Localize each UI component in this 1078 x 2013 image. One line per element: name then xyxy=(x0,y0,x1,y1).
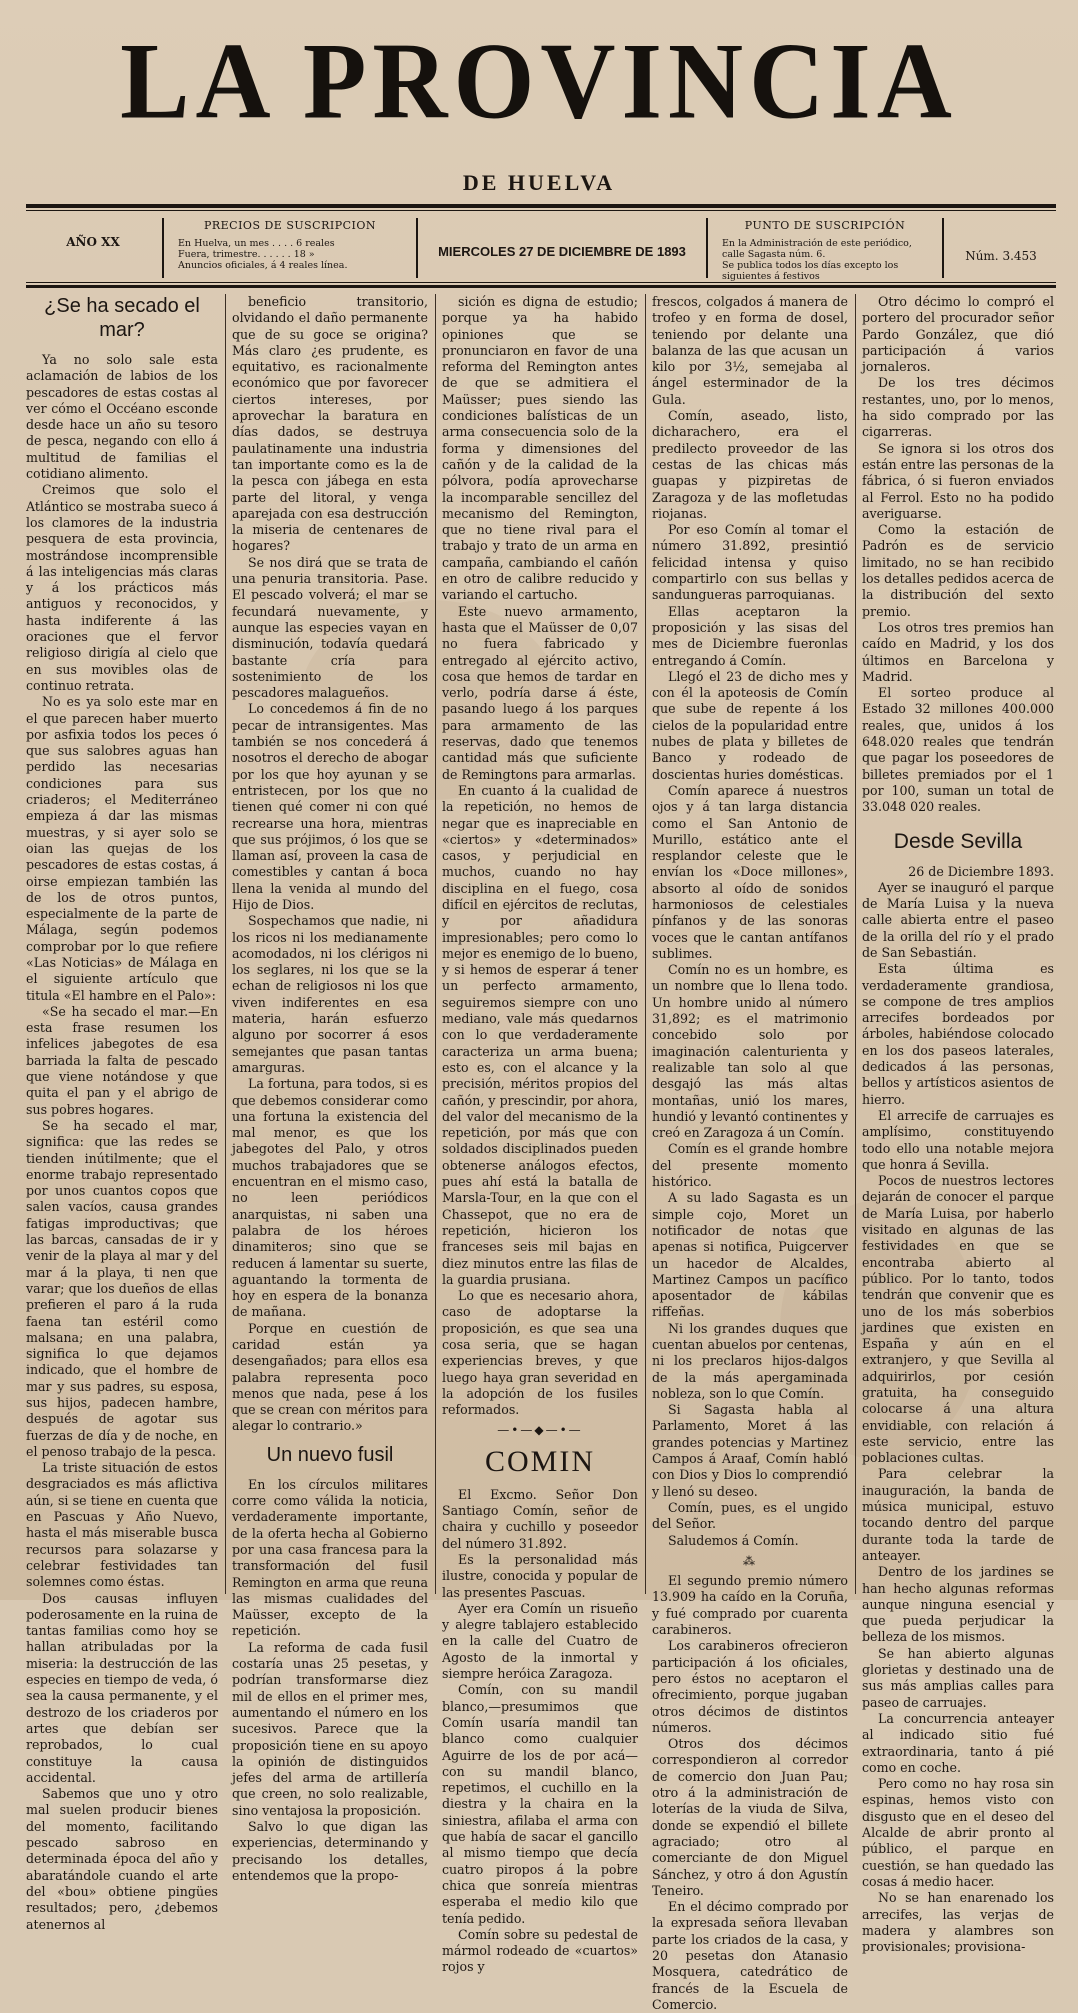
price-line: En Huelva, un mes . . . . 6 reales xyxy=(178,238,335,249)
top-rule-thin xyxy=(26,210,1056,211)
article-heading: Desde Sevilla xyxy=(893,829,1023,853)
info-bottom-rule-thick xyxy=(26,285,1056,288)
punto-line: Se publica todos los días excepto los siguientes á festivos xyxy=(722,260,899,282)
column-divider xyxy=(645,294,646,1594)
paragraph: En los círculos militares corre como válida la noticia, verdaderamente importante, de la oferta hecha al Gobierno por una casa francesa para la transformación del fusil Remington en arma que reuna las mismas cualidades del Maüsser, excepto de la repetición. xyxy=(232,1476,428,1639)
paragraph: Para celebrar la inauguración, la banda de música municipal, estuvo tocando dentro del parque durante toda la tarde de anteayer. xyxy=(862,1466,1054,1563)
paragraph: Saludemos á Comín. xyxy=(668,1532,799,1548)
column-3 xyxy=(442,294,638,1975)
paragraph: Se han abierto algunas glorietas y destinado una de sus más amplias calles para paseo de carruajes. xyxy=(862,1645,1054,1710)
column-1 xyxy=(26,294,218,1932)
paragraph: Lo concedemos á fin de no pecar de intransigentes. Mas también se nos concederá á nosotros el derecho de abogar por los que hoy ayunan y se entristecen, por los que no tienen qué comer ni con qué recrearse una hora, mientras que sus prójimos, ó los que se llaman así, proveen la casa de comestibles y cantan á boca llena la venida al mundo del Hijo de Dios. xyxy=(232,701,428,912)
paragraph: Lo que es necesario ahora, caso de adoptarse la proposición, es que sea una cosa seria, que se hagan experiencias breves, y que luego haya gran severidad en la adopción de los fusiles reformados. xyxy=(442,1288,638,1418)
punto-line: calle Sagasta núm. 6. xyxy=(722,249,826,260)
paragraph: El sorteo produce al Estado 32 millones 400.000 reales, que, unidos á los 648.020 reales que tendrán que pagar los poseedores de billetes premiados por el 1 por 100, suman un total de 33.048 020 reales. xyxy=(862,685,1054,815)
paragraph: «Se ha secado el mar.—En esta frase resumen los infelices jabegotes de esa barriada la falta de pescado que viene notándose y que quita el pan y el abrigo de sus pobres hogares. xyxy=(26,1003,218,1117)
year-label: AÑO XX xyxy=(66,235,120,249)
paragraph: frescos, colgados á manera de trofeo y en forma de dosel, teniendo por delante una balanza de las que acusan un kilo por 3½, semejaba al ángel esterminador de la Gula. xyxy=(652,294,848,407)
paragraph: A su lado Sagasta es un simple cojo, Moret un notificador de notas que apenas si notifica, Puigcerver un hacedor de Alcaldes, Martinez Campos un pacífico aposentador de kábilas riffeñas. xyxy=(652,1190,848,1320)
paragraph: sición es digna de estudio; porque ya ha habido opiniones que se pronunciaron en favor de una reforma del Remington antes de que se admitiera el Maüsser; pues siendo las condiciones balísticas de un arma consecuencia solo de la forma y dimensiones del cañón y de la calidad de la pólvora, podía aprovecharse la incomparable sencillez del mecanismo del Remington, que no tiene rival para el trabajo y trato de un arma en campaña, cambiando el cañón en otro de calibre reducido y variando el cartucho. xyxy=(442,294,638,603)
paragraph: Por eso Comín al tomar el número 31.892, presintió felicidad intensa y quiso compartirlo con sus bellas y sandungueras parroquianas. xyxy=(652,522,848,603)
paragraph: No es ya solo este mar en el que parecen haber muerto por asfixia todos los peces ó que sus salobres aguas han perdido las necesarias condiciones para sus criaderos; el Mediterráneo empieza á dar las mismas muestras, y si ayer solo se oian las quejas de los pescadores de estas costas, á oirse empiezan también las de los de otros puntos, especialmente de la parte de Málaga, según podemos comprobar por lo que refiere «Las Noticias» de Málaga en el siguiente artículo que titula «El hambre en el Palo»: xyxy=(26,694,218,1003)
paragraph: El arrecife de carruajes es amplísimo, constituyendo todo ello una notable mejora que honra á Sevilla. xyxy=(862,1107,1054,1172)
paragraph: El Excmo. Señor Don Santiago Comín, señor de chaira y cuchillo y poseedor del número 31.892. xyxy=(442,1486,638,1551)
paragraph: Comín, con su mandil blanco,—presumimos que Comín usaría mandil tan blanco como cualquier Aguirre de los de por acá—con su mandil blanco, repetimos, el cuchillo en la diestra y la chaira en la siniestra, afilaba el arma con que había de sacar el gancillo al mismo tiempo que decía cuatro piropos á la pobre chica que sonreía mientras esperaba el medio kilo que tenía pedido. xyxy=(442,1682,638,1926)
subscription-prices xyxy=(166,216,414,280)
article-heading: ¿Se ha secado el mar? xyxy=(44,295,200,341)
paragraph: La concurrencia anteayer al indicado sitio fué extraordinaria, tanto á pié como en coche. xyxy=(862,1710,1054,1775)
paragraph: El segundo premio número 13.909 ha caído en la Coruña, y fué comprado por cuarenta carabineros. xyxy=(652,1573,848,1638)
column-divider xyxy=(225,294,226,1594)
paragraph: De los tres décimos restantes, uno, por lo menos, ha sido comprado por las cigarreras. xyxy=(862,375,1054,440)
paragraph: Se ignora si los otros dos están entre las personas de la fábrica, ó si fueron enviados al Ferrol. Esto no ha podido averiguarse. xyxy=(862,440,1054,521)
paragraph: Creimos que solo el Atlántico se mostraba sueco á los clamores de la industria pesquera de esta provincia, mostrándose incomprensible á las inteligencias más claras y á los prácticos más antiguos y reconocidos, y hasta indiferente á las oraciones que el fervor religioso dirigía al cielo que en sus movibles olas de continuo retrata. xyxy=(26,482,218,693)
paragraph: En cuanto á la cualidad de la repetición, no hemos de negar que es inapreciable en «ciertos» y «determinados» casos, y perjudicial en muchos, cuando no hay disciplina en el fuego, cosa difícil en ejércitos de reclutas, y por añadidura impresionables; pero como lo mejor es enemigo de lo bueno, y si hemos de esperar á tener un perfecto armamento, seguiremos siempre con uno mediano, vale más quedarnos con lo que verdaderamente caracteriza un arma buena; esto es, con el alcance y la precisión, méritos propios del cañón, y prescindir, por ahora, del valor del mecanismo de la repetición, por más que con soldados disciplinados pueden obtenerse análogos efectos, pues ahí está la batalla de Marsla-Tour, en la que con el Chassepot, que no era de repetición, hicieron los franceses seis mil bajas en diez minutos entre las filas de la guardia prusiana. xyxy=(442,782,638,1287)
paragraph: Comín, pues, es el ungido del Señor. xyxy=(652,1499,848,1532)
paragraph: Ellas aceptaron la proposición y las sisas del mes de Diciembre fueronlas entregando á Comín. xyxy=(652,603,848,668)
ornament-divider: —•—◆—•— xyxy=(497,1423,583,1438)
paragraph: Se ha secado el mar, significa: que las redes se tienden inútilmente; que el enorme trabajo representado por unos cuantos copos que salen vacíos, causa grandes fatigas improductivas; que las barcas, cansadas de ir y venir de la playa al mar y del mar á la playa, ti nen que varar; que los dueños de ellas prefieren el paro á la ruda faena tan estéril como malsana; en una palabra, significa lo que dejamos indicado, que el hombre de mar y sus padres, su esposa, sus hijos, padecen hambre, después de agotar sus fuerzas de día y de noche, en el penoso trabajo de la pesca. xyxy=(26,1117,218,1459)
info-divider xyxy=(942,216,944,280)
info-bottom-rule xyxy=(26,282,1056,283)
paragraph: Es la personalidad más ilustre, conocida y popular de las presentes Pascuas. xyxy=(442,1551,638,1600)
paragraph: Este nuevo armamento, hasta que el Maüsser de 0,07 no fuera fabricado y entregado al ejército activo, cosa que hemos de tardar en verlo, podría darse á éste, pasando luego á los parques para armamento de las reservas, dado que tenemos cantidad más que suficiente de Remingtons para armarlas. xyxy=(442,603,638,782)
paragraph: Ni los grandes duques que cuentan abuelos por centenas, ni los preclaros hijos-dalgos de la más apergaminada nobleza, son lo que Comín. xyxy=(652,1320,848,1401)
paragraph: Comín aparece á nuestros ojos y á tan larga distancia como el San Antonio de Murillo, estático ante el resplandor celeste que le envían los «Doce millones», absorto al oído de sonidos harmoniosos de celestiales pínfanos y de las sonoras voces que le cantan antífanos sublimes. xyxy=(652,782,848,961)
paragraph: Otros dos décimos correspondieron al corredor de comercio don Juan Pau; otro á la administración de loterías de la viuda de Silva, donde se expendió el billete agraciado; otro al comerciante de don Miguel Sánchez, y otro á don Agustín Teneiro. xyxy=(652,1736,848,1898)
article-heading: Un nuevo fusil xyxy=(266,1443,394,1466)
punto-line: En la Administración de este periódico, xyxy=(722,238,912,249)
asterism: ⁂ xyxy=(743,1553,757,1568)
info-divider xyxy=(706,216,708,280)
column-5 xyxy=(862,294,1054,1955)
paragraph: Pero como no hay rosa sin espinas, hemos visto con disgusto que en el deseo del Alcalde de abrir pronto al público, el parque en cuestión, se han quedado las cosas á medio hacer. xyxy=(862,1776,1054,1889)
column-2 xyxy=(232,294,428,1883)
column-divider xyxy=(435,294,436,1594)
paragraph: Ya no solo sale esta aclamación de labios de los pescadores de estas costas al ver cómo el Occéano esconde desde hace un año su tesoro de pesca, negando con ello á multitud de familias el cotidiano alimento. xyxy=(26,352,218,482)
paragraph: Comín sobre su pedestal de mármol rodeado de «cuartos» rojos y xyxy=(442,1926,638,1975)
paragraph: La reforma de cada fusil costaría unas 25 pesetas, y podrían transformarse diez mil de ellos en el primer mes, aumentando el número en los sucesivos. Parece que la proposición tiene en su apoyo la opinión de distinguidos jefes del arma de artillería que creen, no solo realizable, sino ventajosa la proposición. xyxy=(232,1639,428,1818)
paragraph: Sabemos que uno y otro mal suelen producir bienes del momento, facilitando pescado sabroso en determinada época del año y abaratándole cuando el arte del «bou» obtiene pingües resultados; pero, ¿debemos atenernos al xyxy=(26,1786,218,1932)
subscription-point xyxy=(710,216,940,280)
info-divider xyxy=(416,216,418,280)
paragraph: Porque en cuestión de caridad están ya desengañados; para ellos esa palabra representa poco menos que nada, pese á los que se crean con méritos para alegar lo contrario.» xyxy=(232,1320,428,1434)
issue-date: MIERCOLES 27 DE DICIEMBRE DE 1893 xyxy=(438,244,686,259)
paragraph: Otro décimo lo compró el portero del procurador señor Pardo González, que dió participación á varios jornaleros. xyxy=(862,294,1054,375)
paragraph: Salvo lo que digan las experiencias, determinando y precisando los detalles, entendemos que la propo- xyxy=(232,1819,428,1883)
column-4 xyxy=(652,294,848,2012)
prices-title: PRECIOS DE SUSCRIPCION xyxy=(203,219,377,232)
paragraph: Pocos de nuestros lectores dejarán de conocer el parque de María Luisa, por haberlo visitado en algunas de las festividades en que se encontraba abierto al público. Por lo tanto, todos tendrán que convenir que es uno de los más soberbios jardines que existen en España y aún en el extranjero, y que Sevilla al adquirirlos, por cesión gratuita, ha conseguido colocarse á una altura envidiable, con relación á este servicio, entre las poblaciones cultas. xyxy=(862,1173,1054,1466)
paragraph: Esta última es verdaderamente grandiosa, se compone de tres amplios arrecifes bordeados por árboles, habiéndose colocado en los dos paseos laterales, dedicados á las personas, bellos y artísticos asientos de hierro. xyxy=(862,961,1054,1107)
paragraph: La fortuna, para todos, si es que debemos considerar como una fortuna la existencia del mal menor, es que los jabegotes del Palo, y otros muchos trabajadores que se encuentran en el mismo caso, no leen periódicos anarquistas, ni saben una palabra de los héroes dinamiteros; sino que se reducen á lamentar su suerte, aguantando la tormenta de hoy en espera de la bonanza de mañana. xyxy=(232,1076,428,1320)
paragraph: Como la estación de Padrón es de servicio limitado, no se han recibido los detalles pedidos acerca de la distribución del sexto premio. xyxy=(862,522,1054,619)
punto-title: PUNTO DE SUSCRIPCIÓN xyxy=(744,219,906,232)
paragraph: En el décimo comprado por la expresada señora llevaban parte los criados de la casa, y 20 pesetas don Atanasio Mosquera, catedrático de francés de la Escuela de Comercio. xyxy=(652,1899,848,2012)
masthead-subtitle: DE HUELVA xyxy=(462,170,616,195)
dateline: 26 de Diciembre 1893. xyxy=(908,863,1054,879)
paragraph: Si Sagasta habla al Parlamento, Moret á las grandes potencias y Martinez Campos á Araaf, Comín habló con Dios y Dios lo comprendió y llenó su deseo. xyxy=(652,1402,848,1499)
paragraph: Sospechamos que nadie, ni los ricos ni los medianamente acomodados, ni los clérigos ni los seglares, ni los que se la echan de religiosos ni los que viven indiferentes en esa materia, harán esfuerzo alguno por socorrer á esos semejantes que pasan tantas amarguras. xyxy=(232,913,428,1075)
paragraph: Dos causas influyen poderosamente en la ruina de tantas familias como hoy se hallan atribuladas por la miseria: la destrucción de las especies en tiempo de veda, ó sea la causa permanente, y el destrozo de los criaderos por artes que debían ser reprobados, lo cual constituye la causa accidental. xyxy=(26,1590,218,1785)
issue-number: Núm. 3.453 xyxy=(965,249,1037,263)
paragraph: Dentro de los jardines se han hecho algunas reformas aunque ninguna esencial y que pueda perjudicar la belleza de los mismos. xyxy=(862,1564,1054,1645)
paragraph: Llegó el 23 de dicho mes y con él la apoteosis de Comín que sube de repente á los cielos de la popularidad entre nubes de plata y billetes de Banco y rodeado de doscientas huries domésticas. xyxy=(652,668,848,782)
paragraph: Comín es el grande hombre del presente momento histórico. xyxy=(652,1141,848,1190)
info-divider xyxy=(162,216,164,280)
paragraph: No se han enarenado los arrecifes, las verjas de madera y alambres son provisionales; provisiona- xyxy=(862,1890,1054,1955)
paragraph: La triste situación de estos desgraciados es más aflictiva aún, si se tiene en cuenta que en Pascuas y Año Nuevo, hasta el más miserable busca recursos para solazarse y celebrar festividades tan solemnes como éstas. xyxy=(26,1460,218,1590)
article-columns xyxy=(26,294,1056,2012)
price-line: Fuera, trimestre. . . . . . 18 » xyxy=(178,249,315,260)
article-heading: COMIN xyxy=(484,1444,595,1478)
paragraph: Comín, aseado, listo, dicharachero, era el predilecto proveedor de las cestas de las chicas más guapas y pizpiretas de Zaragoza y de las mofletudas riojanas. xyxy=(652,408,848,521)
paragraph: beneficio transitorio, olvidando el daño permanente que de su goce se origina? Más claro ¿es prudente, es equitativo, es racionalmente económico que por favorecer ciertos intereses, por aprovechar la baratura en días dados, se destruya paulatinamente una industria tan importante como es la de la pesca con jábega en esta parte del litoral, y venga aparejada con esa destrucción la miseria de centenares de hogares? xyxy=(232,294,428,554)
info-bar xyxy=(26,216,1056,280)
paragraph: Se nos dirá que se trata de una penuria transitoria. Pase. El pescado volverá; el mar se fecundará nuevamente, y aunque las especies vayan en disminución, todavía quedará bastante cría para sostenimiento de los pescadores malagueños. xyxy=(232,554,428,701)
paragraph: Los carabineros ofrecieron participación á los oficiales, pero éstos no aceptaron el ofrecimiento, porque jugaban otros décimos de distintos números. xyxy=(652,1638,848,1735)
paragraph: Comín no es un hombre, es un nombre que lo llena todo. Un hombre unido al número 31,892; es el matrimonio concebido solo por imaginación calenturienta y realizable tan solo al que desgajó las más altas montañas, unió los mares, hundió y levantó continentes y creó en Zaragoza á un Comín. xyxy=(652,962,848,1141)
paragraph: Ayer se inauguró el parque de María Luisa y la nueva calle abierta entre el paseo de la orilla del río y el prado de San Sebastián. xyxy=(862,879,1054,960)
price-line: Anuncios oficiales, á 4 reales línea. xyxy=(178,260,348,271)
paragraph: Ayer era Comín un risueño y alegre tablajero establecido en la calle del Cuatro de Agosto de la inmortal y siempre heróica Zaragoza. xyxy=(442,1600,638,1682)
paragraph: Los otros tres premios han caído en Madrid, y los dos últimos en Barcelona y Madrid. xyxy=(862,619,1054,684)
masthead-title: LA PROVINCIA xyxy=(120,21,958,142)
top-rule xyxy=(26,204,1056,208)
column-divider xyxy=(855,294,856,1594)
